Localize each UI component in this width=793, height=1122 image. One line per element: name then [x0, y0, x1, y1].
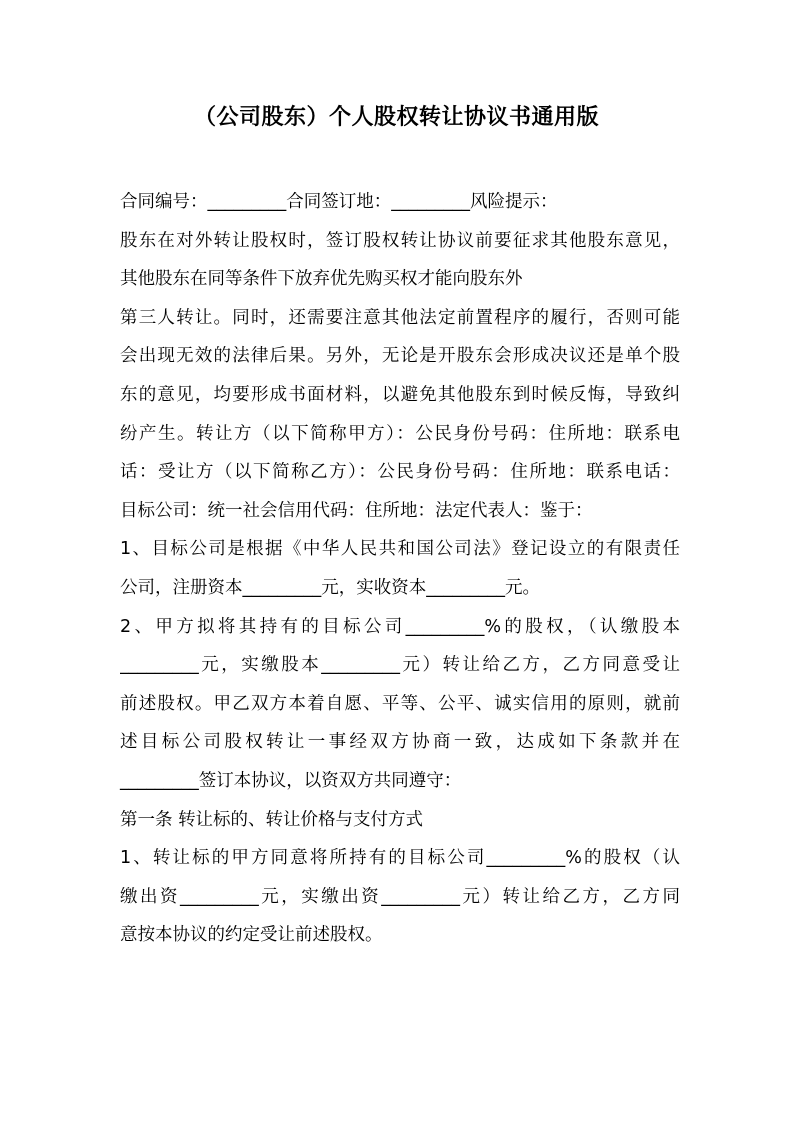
body-line: 述目标公司股权转让一事经双方协商一致，达成如下条款并在 [120, 732, 680, 753]
body-line: 纷产生。转让方（以下简称甲方）：公民身份号码：住所地：联系电 [120, 423, 680, 444]
body-line: _________签订本协议，以资双方共同遵守： [120, 770, 462, 791]
body-line: 东的意见，均要形成书面材料，以避免其他股东到时候反悔，导致纠 [120, 384, 680, 405]
body-line: 合同编号：_________合同签订地：_________风险提示： [120, 192, 558, 212]
body-line: 话：受让方（以下简称乙方）：公民身份号码：住所地：联系电话： [120, 462, 680, 483]
body-line: 会出现无效的法律后果。另外，无论是开股东会形成决议还是单个股 [120, 346, 680, 367]
body-line: 缴出资_________元，实缴出资_________元）转让给乙方，乙方同 [120, 886, 680, 907]
body-line: 第一条 转让标的、转让价格与支付方式 [120, 809, 424, 830]
body-line: _________元，实缴股本_________元）转让给乙方，乙方同意受让 [120, 655, 680, 676]
document-title: （公司股东）个人股权转让协议书通用版 [193, 105, 599, 130]
body-line: 2、甲方拟将其持有的目标公司_________%的股权，（认缴股本 [120, 616, 680, 637]
document-body [120, 183, 680, 955]
body-line: 股东在对外转让股权时，签订股权转让协议前要征求其他股东意见， [120, 230, 680, 251]
body-line: 1、目标公司是根据《中华人民共和国公司法》登记设立的有限责任 [120, 539, 680, 560]
body-line: 1、转让标的甲方同意将所持有的目标公司_________%的股权（认 [120, 848, 680, 869]
body-line: 第三人转让。同时，还需要注意其他法定前置程序的履行，否则可能 [120, 307, 680, 328]
body-line: 意按本协议的约定受让前述股权。 [120, 925, 383, 946]
body-line: 其他股东在同等条件下放弃优先购买权才能向股东外 [120, 269, 523, 290]
body-line: 公司，注册资本_________元，实收资本_________元。 [120, 577, 540, 598]
body-line: 目标公司：统一社会信用代码：住所地：法定代表人：鉴于： [120, 500, 593, 521]
body-line: 前述股权。甲乙双方本着自愿、平等、公平、诚实信用的原则，就前 [120, 693, 680, 714]
